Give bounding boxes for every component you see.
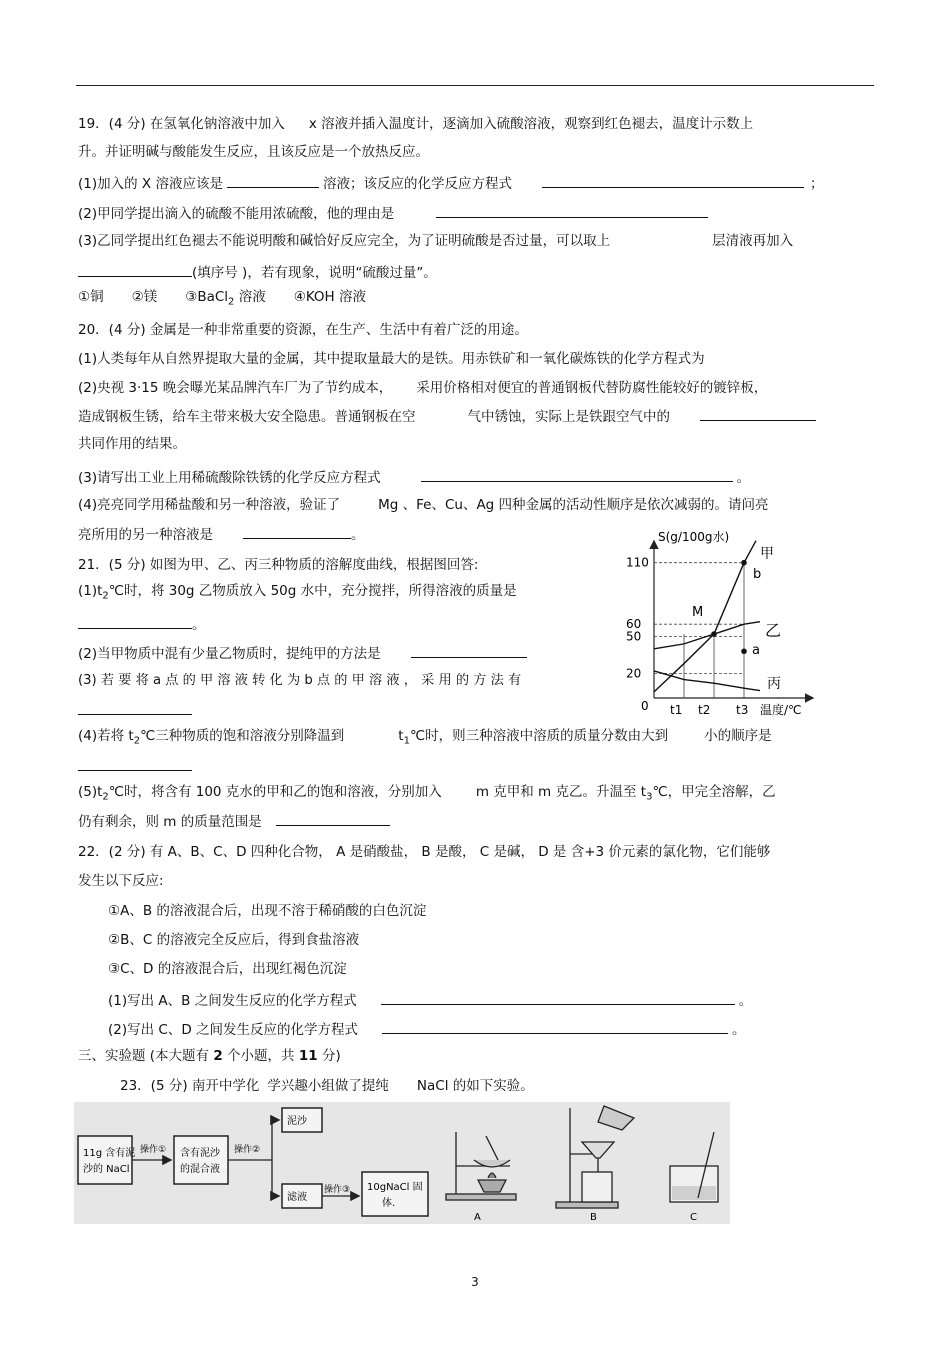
- answer-blank[interactable]: [276, 811, 390, 826]
- answer-blank[interactable]: [542, 173, 804, 188]
- apparatus-B-label: B: [590, 1212, 597, 1223]
- x-tick-t3: t3: [736, 703, 749, 717]
- answer-blank[interactable]: [78, 262, 192, 277]
- q20-line2: (1)人类每年从自然界提取大量的金属，其中提取量最大的是铁。用赤铁矿和一氧化碳炼铁的化学方程式为: [78, 351, 705, 367]
- q23-line1: 23．(5 分) 南开中学化 学兴趣小组做了提纯 NaCl 的如下实验。: [120, 1078, 534, 1094]
- q20-line3: (2)央视 3·15 晚会曝光某品牌汽车厂为了节约成本， 采用价格相对便宜的普通钢板代替防腐性能较好的镀锌板，: [78, 380, 768, 396]
- series-label-bing: 丙: [767, 676, 781, 692]
- q21-line6: [78, 700, 192, 720]
- answer-blank[interactable]: [421, 467, 733, 482]
- q21-line9: $(5)t_2℃$时，将含有 100 克水的甲和乙的饱和溶液，分别加入 m 克甲和 m 克乙。升温至 $t_3℃$，甲完全溶解，乙: [78, 784, 776, 803]
- answer-blank[interactable]: [227, 173, 319, 188]
- svg-text:沙的 NaCl: 沙的 NaCl: [83, 1164, 130, 1175]
- answer-blank[interactable]: [243, 524, 351, 539]
- page-number: 3: [471, 1275, 479, 1289]
- q21-line2: $(1)t_2℃$时，将 30g 乙物质放入 50g 水中，充分搅拌，所得溶液的质量是: [78, 583, 517, 602]
- solubility-chart: [612, 528, 822, 720]
- q19-options: ①铜 ②镁 ③BaCl$_2$ 溶液 ④KOH 溶液: [78, 289, 367, 308]
- point-a: [741, 648, 747, 654]
- q20-line5: 共同作用的结果。: [78, 436, 186, 452]
- series-label-yi: 乙: [765, 621, 782, 640]
- svg-text:泥沙: 泥沙: [287, 1116, 307, 1127]
- section-3-title: 三、实验题 (本大题有 2 个小题，共 11 分): [78, 1048, 341, 1064]
- apparatus-C-label: C: [690, 1212, 697, 1223]
- q19-line4: (2)甲同学提出滴入的硫酸不能用浓硫酸，他的理由是: [78, 203, 708, 223]
- answer-blank[interactable]: [381, 990, 735, 1005]
- answer-blank[interactable]: [436, 203, 708, 218]
- experiment-figure: [74, 1102, 730, 1224]
- flow-box-mixture: [174, 1136, 228, 1184]
- y-tick-60: 60: [626, 617, 642, 632]
- q20-line8: 亮所用的另一种溶液是 。: [78, 524, 365, 544]
- y-tick-50: 50: [626, 629, 642, 644]
- q20-line1: 20．(4 分) 金属是一种非常重要的资源，在生产、生活中有着广泛的用途。: [78, 322, 528, 338]
- apparatus-A-label: A: [474, 1212, 481, 1223]
- q20-line6: (3)请写出工业上用稀硫酸除铁锈的化学反应方程式 。: [78, 467, 750, 487]
- flow-op3-label: 操作③: [324, 1185, 351, 1195]
- q21-line4: (2)当甲物质中混有少量乙物质时，提纯甲的方法是: [78, 643, 527, 663]
- q21-line7: (4)若将 $t_2℃$三种物质的饱和溶液分别降温到 $t_1℃$时，则三种溶液中溶质的质量分数由大到 小的顺序是: [78, 728, 772, 747]
- q21-line8: [78, 756, 192, 776]
- q21-line10: 仍有剩余，则 m 的质量范围是: [78, 811, 390, 831]
- point-label-a: a: [752, 643, 760, 658]
- series-line-甲: [654, 541, 756, 692]
- answer-blank[interactable]: [411, 643, 527, 658]
- point-label-M: M: [692, 605, 704, 620]
- q22-write2: (2)写出 C、D 之间发生反应的化学方程式 。: [108, 1019, 746, 1039]
- q20-line4: 造成钢板生锈，给车主带来极大安全隐患。普通钢板在空 气中锈蚀，实际上是铁跟空气中的: [78, 406, 816, 426]
- series-label-jia: 甲: [760, 546, 774, 562]
- flow-op1-label: 操作①: [140, 1145, 167, 1155]
- q22-reaction2: ②B、C 的溶液完全反应后，得到食盐溶液: [108, 932, 360, 948]
- q19-line3: (1)加入的 X 溶液应该是 溶液；该反应的化学反应方程式 ；: [78, 173, 823, 193]
- svg-text:滤液: 滤液: [287, 1192, 307, 1203]
- answer-blank[interactable]: [78, 700, 192, 715]
- q19-line6: (填序号 )，若有现象，说明“硫酸过量”。: [78, 262, 437, 282]
- q22-reaction1: ①A、B 的溶液混合后，出现不溶于稀硝酸的白色沉淀: [108, 903, 427, 919]
- q22-line2: 发生以下反应:: [78, 873, 164, 889]
- q22-reaction3: ③C、D 的溶液混合后，出现红褐色沉淀: [108, 961, 347, 977]
- flow-op2-label: 操作②: [234, 1145, 261, 1155]
- origin-label: 0: [641, 699, 649, 713]
- svg-text:含有泥沙: 含有泥沙: [180, 1148, 220, 1159]
- svg-text:10gNaCl 固: 10gNaCl 固: [367, 1182, 423, 1193]
- point-M: [711, 631, 717, 637]
- y-axis-label: S(g/100g水): [658, 530, 730, 544]
- answer-blank[interactable]: [700, 406, 816, 421]
- answer-blank[interactable]: [78, 614, 192, 629]
- q20-line7: (4)亮亮同学用稀盐酸和另一种溶液，验证了 Mg 、Fe、Cu、Ag 四种金属的活动性顺序是依次减弱的。请问亮: [78, 497, 769, 513]
- x-tick-t1: t1: [670, 703, 683, 717]
- svg-text:体.: 体.: [382, 1198, 396, 1209]
- q22-write1: (1)写出 A、B 之间发生反应的化学方程式 。: [108, 990, 752, 1010]
- flow-box-product: [362, 1172, 428, 1216]
- answer-blank[interactable]: [382, 1019, 728, 1034]
- flow-box-sample: [78, 1136, 132, 1184]
- q21-line5: (3) 若 要 将 a 点 的 甲 溶 液 转 化 为 b 点 的 甲 溶 液 ， 采 用 的 方 法 有: [78, 673, 522, 688]
- x-tick-t2: t2: [698, 703, 711, 717]
- y-tick-20: 20: [626, 666, 642, 681]
- x-axis-label: 温度/℃: [760, 703, 802, 717]
- y-tick-110: 110: [626, 555, 649, 570]
- svg-text:的混合液: 的混合液: [180, 1164, 220, 1175]
- point-b: [741, 560, 747, 566]
- q22-line1: 22．(2 分) 有 A、B、C、D 四种化合物， A 是硝酸盐， B 是酸， C 是碱， D 是 含+3 价元素的氯化物，它们能够: [78, 844, 771, 860]
- point-label-b: b: [753, 567, 762, 582]
- q21-line3: 。: [78, 614, 206, 634]
- answer-blank[interactable]: [78, 756, 192, 771]
- header-rule: [76, 85, 874, 86]
- q21-line1: 21．(5 分) 如图为甲、乙、丙三种物质的溶解度曲线，根据图回答:: [78, 557, 479, 573]
- q19-line1: 19．(4 分) 在氢氧化钠溶液中加入 x 溶液并插入温度计，逐滴加入硫酸溶液，观察到红色褪去，温度计示数上: [78, 116, 754, 132]
- q19-line2: 升。并证明碱与酸能发生反应，且该反应是一个放热反应。: [78, 144, 429, 160]
- q19-line5: (3)乙同学提出红色褪去不能说明酸和碱恰好反应完全，为了证明硫酸是否过量，可以取上 层清液再加入: [78, 233, 794, 249]
- svg-text:11g 含有泥: 11g 含有泥: [83, 1148, 136, 1159]
